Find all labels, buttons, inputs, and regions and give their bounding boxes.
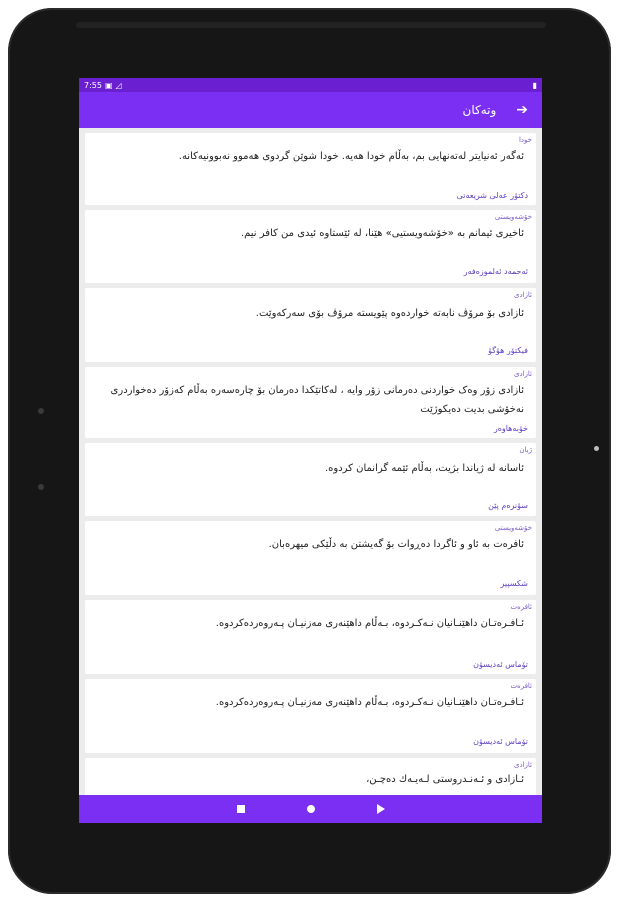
quote-card[interactable] [85,521,536,595]
home-circle-icon[interactable] [307,805,315,813]
back-arrow-icon[interactable]: ➔ [516,102,528,118]
quote-text: ئاسانە لە ژیاندا بژیت، بەڵام ئێمە گرانمان کردوە. [324,463,524,474]
quotes-list[interactable] [79,128,542,795]
tablet-bezel-top [76,22,546,28]
sd-card-icon: ▣ [104,80,113,90]
quote-text: ئـازادی و ئـەنـدروستی لـەیـەك دەچـن، [366,774,524,785]
camera-dot [38,408,44,414]
quote-author: ئەحمەد ئەلموزەفەر [463,267,528,276]
quote-author: تۆماس ئەدیسۆن [473,737,528,746]
quote-card[interactable] [85,288,536,362]
quote-card[interactable] [85,367,536,438]
quote-card[interactable] [85,758,536,795]
sensor-dot [594,446,599,451]
status-time: 7:55 [84,80,102,90]
quote-card[interactable] [85,443,536,516]
quote-category: خۆشەویستی [494,524,532,532]
quote-text: ئازادی زۆر وەک خواردنی دەرمانی زۆر وایە ، لەکاتێکدا دەرمان بۆ چارەسەرە بەڵام کەزۆر دەخواردری نەخۆشی بدیت دەیکوژێت [110,385,524,415]
quote-text: ئـافـرەتـان داهێنـانیان نـەکـردوە، بـەڵام داهێنەری مەزنیـان پـەروەردەکردوە. [215,697,524,708]
status-bar [79,78,542,92]
quote-author: تۆماس ئەدیسۆن [473,660,528,669]
quote-text: ئاخیری ئیمانم بە «خۆشەویستیی» هێنا، لە ئێستاوە ئیدی من کافر نیم. [240,228,524,239]
quote-card[interactable] [85,600,536,674]
quote-card[interactable] [85,210,536,283]
quote-author: خۆبەهاوەر [493,424,528,433]
quote-category: ئافرەت [510,603,532,611]
app-screen [79,78,542,823]
quote-author: شکسپیر [500,579,528,588]
quote-category: ئافرەت [510,682,532,690]
quote-category: ژیان [519,446,532,454]
quote-card[interactable] [85,133,536,205]
recents-square-icon[interactable] [237,805,245,813]
quote-category: ئازادی [513,370,532,378]
quote-category: ئازادی [513,761,532,769]
quote-category: ئازادی [513,291,532,299]
app-bar [79,92,542,128]
quote-text: ئافرەت بە ئاو و ئاگردا دەڕوات بۆ گەیشتن بە دڵێکی میهرەبان. [268,539,524,550]
quote-text: ئازادی بۆ مرۆڤ نابەتە خواردەوە پێویستە مرۆڤ بۆی سەرکەوێت. [255,308,524,319]
quote-author: سۆنرەم پێن [488,501,528,510]
quote-category: خۆشەویستی [494,213,532,221]
camera-dot [38,484,44,490]
quote-text: ئـافـرەتـان داهێنـانیان نـەکـردوە، بـەڵام داهێنەری مەزنیـان پـەروەردەکردوە. [215,618,524,629]
back-triangle-icon[interactable] [377,804,385,814]
no-signal-icon: ◿ [115,80,122,90]
quote-text: ئەگەر ئەنیایتر لەتەنهایی بم، بەڵام خودا هەیە. خودا شوێن گردوی هەموو نەبوونیەکانە. [178,151,524,162]
system-nav-bar [79,795,542,823]
page-title: وتەکان [462,103,497,117]
quote-category: خودا [518,136,532,144]
battery-icon: ▮ [532,80,537,90]
quote-author: دکتۆر عەلی شریعەتی [456,191,528,200]
quote-card[interactable] [85,679,536,753]
quote-author: فیکتۆر هۆگۆ [488,346,528,355]
